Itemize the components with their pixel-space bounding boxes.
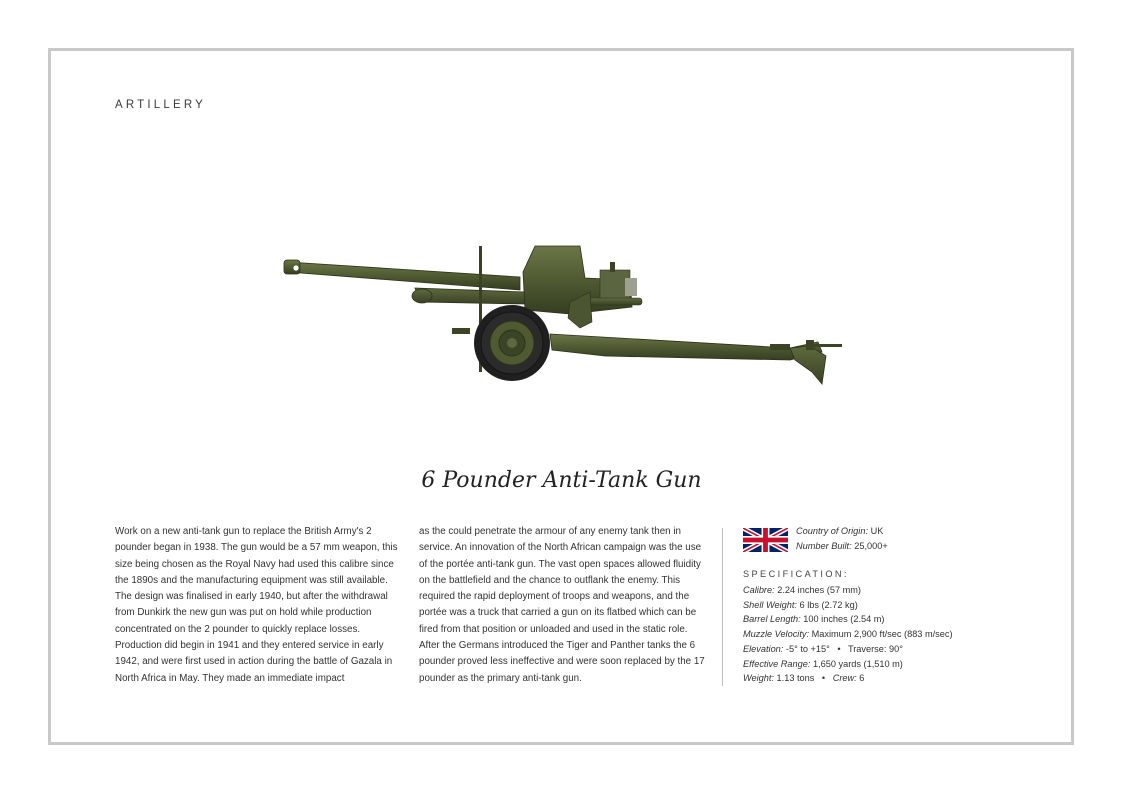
origin-info	[796, 524, 888, 554]
spec-value: 1,650 yards (1,510 m)	[812, 658, 903, 669]
number-built-row	[796, 539, 888, 554]
spec-calibre	[743, 583, 953, 598]
column-divider	[722, 528, 723, 686]
description-column-2: as the could penetrate the armour of any enemy tank then in service. An innovation of the North African campaign was the use of the portée anti-tank gun. The vast open spaces allowed fluidity on the battlefield and the chance to outflank the enemy. This required the rapid deployment of troops and weapons, and the portée was a truck that carried a gun on its flatbed which can be fired from that position or unloaded and used in the static role. After the Germans introduced the Tiger and Panther tanks the 6 pounder proved less ineffective and were soon replaced by the 17 pounder as the primary anti-tank gun.	[419, 526, 705, 684]
bullet-separator: •	[821, 673, 826, 684]
category-label: ARTILLERY	[115, 99, 207, 111]
spec-label: Elevation:	[743, 643, 784, 654]
country-label: Country of Origin:	[796, 526, 868, 536]
number-built-value: 25,000+	[854, 541, 888, 551]
spec-value: 6	[859, 673, 865, 684]
bullet-separator: •	[837, 643, 841, 654]
spec-elevation-traverse	[743, 642, 953, 657]
country-row	[796, 524, 888, 539]
spec-label: Effective Range:	[743, 658, 811, 669]
number-built-label: Number Built:	[796, 541, 852, 551]
page-title: 6 Pounder Anti-Tank Gun	[421, 468, 702, 493]
specification-list	[743, 583, 953, 686]
country-value: UK	[870, 526, 884, 536]
specification-heading: SPECIFICATION:	[743, 569, 849, 579]
spec-effective-range	[743, 657, 953, 672]
spec-label: Weight:	[743, 673, 774, 684]
spec-shell-weight	[743, 598, 953, 613]
spec-label: Shell Weight:	[743, 599, 797, 610]
spec-value: 2.24 inches (57 mm)	[777, 585, 861, 595]
spec-value: 6 lbs (2.72 kg)	[799, 599, 858, 610]
spec-label: Crew:	[832, 673, 857, 684]
gun-illustration	[270, 232, 870, 402]
spec-value: Maximum 2,900 ft/sec (883 m/sec)	[811, 629, 953, 640]
anti-tank-gun-icon	[270, 232, 870, 402]
spec-muzzle-velocity	[743, 627, 953, 642]
spec-label: Calibre:	[743, 585, 775, 595]
spec-weight-crew	[743, 671, 953, 686]
uk-flag-icon	[743, 528, 788, 552]
spec-value: 100 inches (2.54 m)	[803, 614, 885, 625]
spec-label: Barrel Length:	[743, 614, 801, 625]
spec-value: 1.13 tons	[776, 673, 815, 684]
spec-value: -5° to +15°	[785, 643, 830, 654]
spec-label: Traverse:	[847, 643, 887, 654]
spec-value: 90°	[889, 643, 903, 654]
spec-label: Muzzle Velocity:	[743, 629, 810, 640]
description-column-1: Work on a new anti-tank gun to replace the British Army's 2 pounder began in 1938. The gun would be a 57 mm weapon, this size being chosen as the Royal Navy had used this calibre since the 1890s and the manufacturing equipment was still available. The design was finalised in early 1940, but after the withdrawal from Dunkirk the new gun was put on hold while production concentrated on the 2 pounder to quickly replace losses. Production did begin in 1941 and they entered service in early 1942, and were first used in action during the battle of Gazala in North Africa in May. They made an immediate impact	[115, 526, 398, 684]
spec-barrel-length	[743, 612, 953, 627]
